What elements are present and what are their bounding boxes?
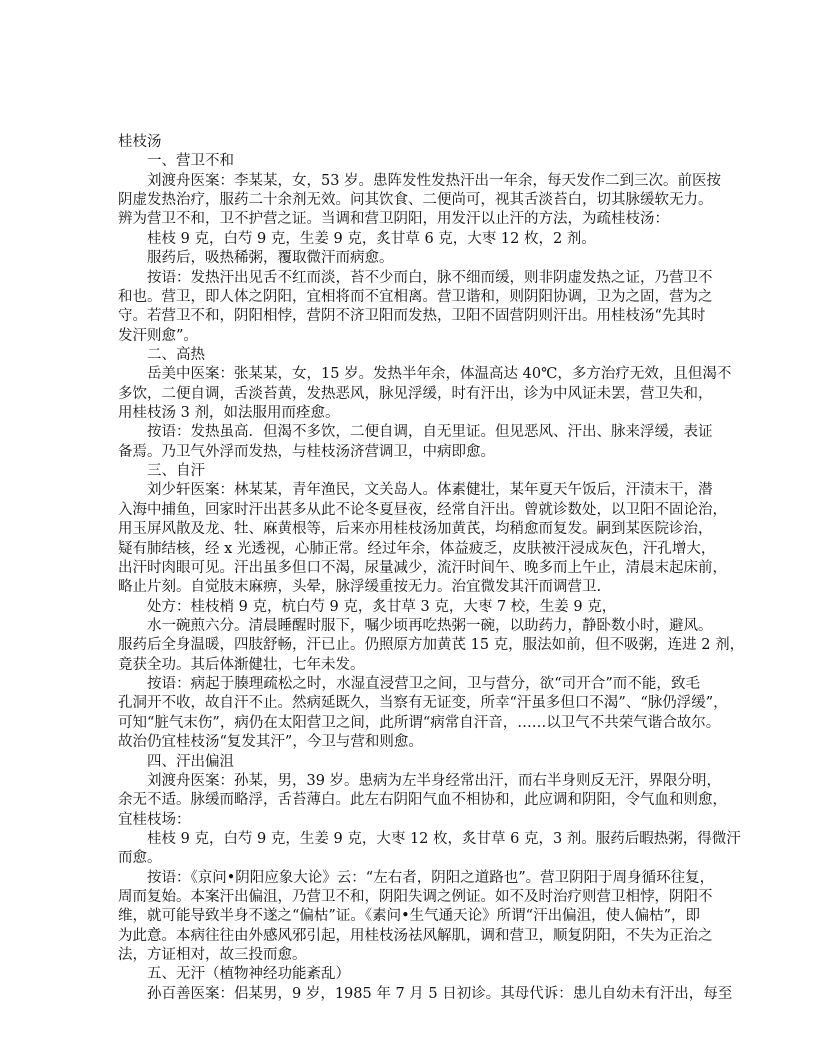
text-line: 入海中捕鱼，回家时汗出甚多从此不论冬夏昼夜，经常自汗出。曾就诊数处，以卫阳不固论治， [118, 501, 727, 518]
text-line: 刘少轩医案：林某某，青年渔民，文关岛人。体素健壮，某年夏天午饭后，汗渍末干，潜 [147, 482, 713, 499]
paragraph [118, 598, 700, 617]
paragraph [118, 365, 732, 423]
text-line: 发汗则愈”。 [118, 327, 198, 344]
text-line: 可知“脏气末伤”，病仍在太阳营卫之间，此所谓“病常自汗音，……以卫气不共荣气谐合故尔。 [118, 714, 721, 731]
paragraph [118, 965, 700, 984]
text-line: 五、无汗（植物神经功能紊乱） [147, 966, 350, 983]
document-title: 桂枝汤 [118, 134, 162, 150]
text-line: 桂枝 9 克，白芍 9 克，生姜 9 克，炙甘草 6 克，大枣 12 枚，2 剂。 [147, 230, 596, 247]
text-line: 守。若营卫不和，阴阳相悖，营阴不济卫阳而发热，卫阳不固营阴则汗出。用桂枝汤“先其时 [118, 308, 706, 325]
text-line: 疑有肺结核，经 x 光透视，心肺正常。经过年余，体益疲乏，皮肤被汗浸成灰色，汗孔增大， [118, 540, 716, 557]
text-line: 三、自汗 [147, 463, 205, 480]
text-line: 刘渡舟医案：孙某，男，39 岁。患病为左半身经常出汗，而右半身则反无汗，界限分明， [147, 772, 722, 789]
text-line: 服药后全身温暖，四肢舒畅，汗已止。仍照原方加黄芪 15 克，服法如前，但不吸粥，连进 2 剂， [118, 637, 745, 654]
paragraph [118, 423, 713, 462]
text-line: 法，方证相对，故三投而愈。 [118, 947, 307, 964]
text-line: 按语：病起于腠理疏松之时，水湿直浸营卫之间，卫与营分，欲“司开合”而不能，致毛 [147, 676, 700, 693]
text-line: 服药后，吸热稀粥，覆取微汗而病愈。 [147, 250, 394, 267]
text-line: 余无不适。脉缓而略浮，舌苔薄白。此左右阴阳气血不相协和，此应调和阴阳，令气血和则愈， [118, 792, 727, 809]
text-line: 用玉屏风散及龙、牡、麻黄根等，后来亦用桂枝汤加黄芪，均稍愈而复发。嗣到某医院诊治， [118, 521, 713, 538]
text-line: 维，就可能导致半身不遂之“偏枯”证。《素问•生气通天论》所谓“汗出偏沮，使人偏枯”，即 [118, 908, 700, 925]
text-line: 和也。营卫，即人体之阴阳，宜相将而不宜相离。营卫谐和，则阴阳协调，卫为之固，营为之 [118, 288, 713, 305]
paragraph [118, 172, 722, 230]
text-line: 辨为营卫不和，卫不护营之证。当调和营卫阴阳，用发汗以止汗的方法，为疏桂枝汤： [118, 211, 669, 228]
text-line: 周而复始。本案汗出偏沮，乃营卫不和，阴阳失调之例证。如不及时治疗则营卫相悖，阴阳不 [118, 889, 713, 906]
paragraph [118, 481, 727, 597]
text-line: 孔洞开不收，故自汗不止。然病延既久，当察有无证变，所幸“汗虽多但口不渴”、“脉仍浮缓”， [118, 695, 728, 712]
text-line: 为此意。本病往往由外感风邪引起，用桂枝汤祛风解肌，调和营卫，顺复阴阳，不失为正治之 [118, 927, 713, 944]
text-line: 而愈。 [118, 850, 162, 867]
paragraph [118, 753, 700, 772]
paragraph [118, 462, 700, 481]
paragraph [118, 230, 700, 249]
text-line: 二、高热 [147, 346, 205, 363]
text-line: 按语：发热汗出见舌不红而淡，苔不少而白，脉不细而缓，则非阴虚发热之证，乃营卫不 [147, 269, 713, 286]
text-line: 刘渡舟医案：李某某，女，53 岁。患阵发性发热汗出一年余，每天发作二到三次。前医按 [147, 172, 722, 189]
paragraph [118, 249, 700, 268]
paragraph [118, 869, 715, 966]
text-line: 四、汗出偏沮 [147, 753, 234, 770]
document-body [118, 133, 745, 1004]
text-line: 多饮，二便自调，舌淡苔黄，发热恶风，脉见浮缓，时有汗出，诊为中风证未罢，营卫失和， [118, 385, 713, 402]
text-line: 孙百善医案：侣某男，9 岁，1985 年 7 月 5 日初诊。其母代诉：患儿自幼未有汗出，每至 [147, 985, 733, 1002]
paragraph [118, 985, 733, 1004]
paragraph [118, 830, 741, 869]
paragraph [118, 346, 700, 365]
text-line: 出汗时肉眼可见。汗出虽多但口不渴，尿量减少，流汗时间午、晚多而上午止，清晨末起床前， [118, 559, 727, 576]
paragraph [118, 772, 727, 830]
text-line: 用桂枝汤 3 剂，如法服用而痊愈。 [118, 405, 340, 422]
text-line: 桂枝 9 克，白芍 9 克，生姜 9 克，大枣 12 枚，炙甘草 6 克，3 剂。服药后暇热粥，得微汗 [147, 830, 741, 847]
text-line: 竟获全功。其后体渐健壮，七年未发。 [118, 656, 365, 673]
text-line: 一、营卫不和 [147, 153, 234, 170]
text-line: 处方：桂枝梢 9 克，杭白芍 9 克，炙甘草 3 克，大枣 7 校，生姜 9 克， [147, 598, 617, 615]
paragraph [118, 269, 713, 346]
text-line: 按语：发热虽高．但渴不多饮，二便自调，自无里证。但见恶风、汗出、脉来浮缓，表证 [147, 424, 713, 441]
text-line: 故治仍宜桂枝汤“复发其汗”，今卫与营和则愈。 [118, 734, 423, 751]
paragraph [118, 617, 745, 675]
paragraph [118, 152, 700, 171]
text-line: 水一碗煎六分。清晨睡醒时服下，嘱少顷再吃热粥一碗，以助药力，静卧数小时，避风。 [147, 617, 713, 634]
text-line: 岳美中医案：张某某，女，15 岁。发热半年余，体温高达 40℃，多方治疗无效，且但渴不 [147, 366, 732, 383]
paragraph [118, 675, 728, 752]
text-line: 略止片刻。自觉肢末麻痹，头晕，脉浮缓重按无力。治宜微发其汗而调营卫. [118, 579, 602, 596]
text-line: 阴虚发热治疗，服药二十余剂无效。问其饮食、二便尚可，视其舌淡苔白，切其脉缓软无力。 [118, 192, 713, 209]
text-line: 备焉。乃卫气外浮而发热，与桂枝汤济营调卫，中病即愈。 [118, 443, 495, 460]
text-line: 宜桂枝场： [118, 811, 191, 828]
text-line: 按语：《京问•阴阳应象大论》云：“左右者，阴阳之道路也”。营卫阴阳于周身循环往复， [147, 869, 715, 886]
